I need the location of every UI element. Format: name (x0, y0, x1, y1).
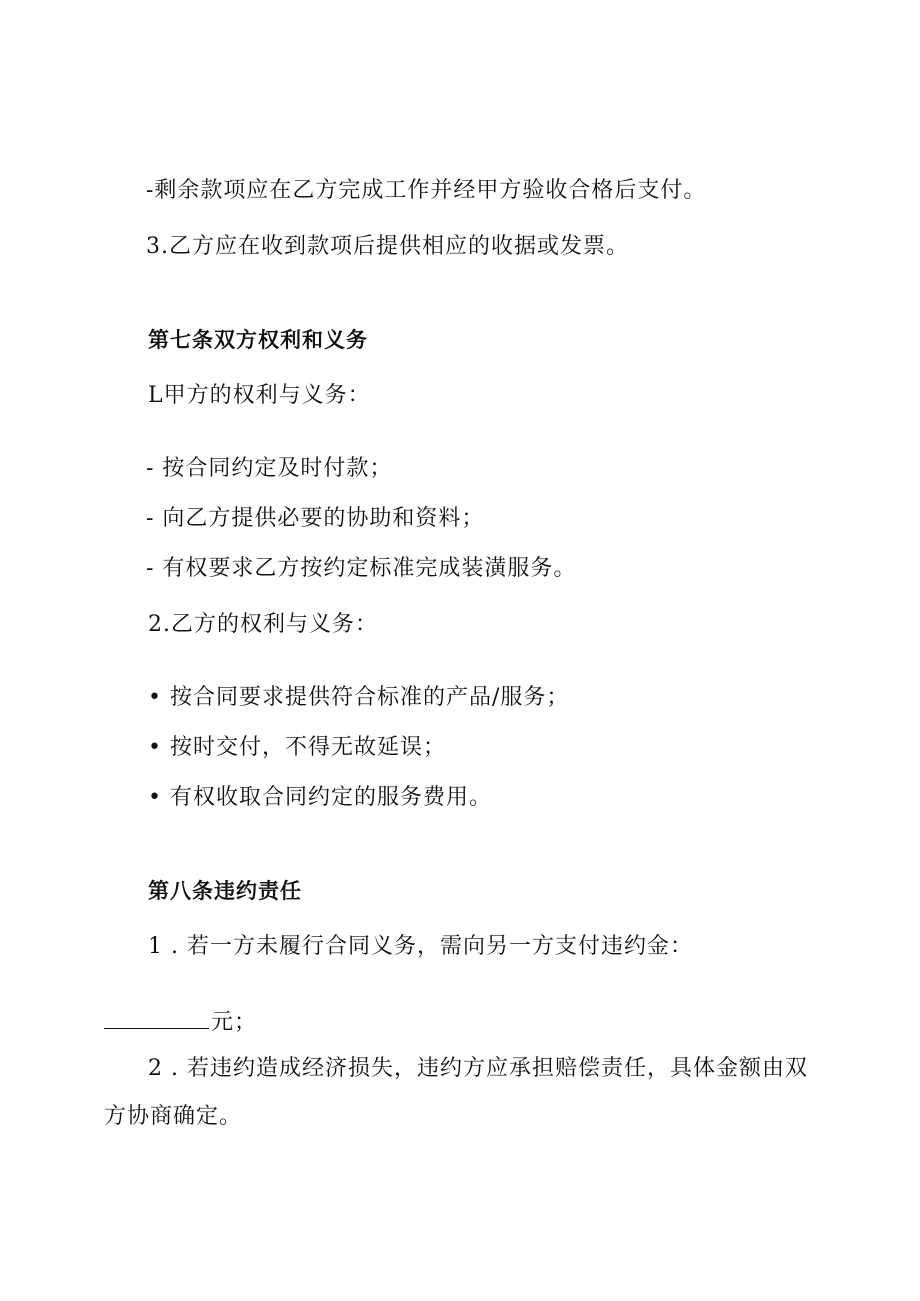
damages-clause-line1: 2 . 若违约造成经济损失，违约方应承担赔偿责任，具体金额由双 (148, 1056, 808, 1081)
section7-heading: 第七条双方权利和义务 (148, 328, 368, 352)
damages-clause-line2: 方协商确定。 (104, 1104, 243, 1129)
section8-heading: 第八条违约责任 (148, 879, 302, 903)
partyB-title: 2.乙方的权利与义务： (148, 612, 378, 637)
partyB-item: • 按合同要求提供符合标准的产品/服务； (148, 685, 570, 710)
partyA-title: L甲方的权利与义务： (148, 383, 371, 408)
partyA-item: - 向乙方提供必要的协助和资料； (146, 506, 485, 531)
payment-remaining-clause: -剩余款项应在乙方完成工作并经甲方验收合格后支付。 (146, 178, 707, 203)
penalty-amount-line (104, 1006, 257, 1038)
partyA-item: - 按合同约定及时付款； (146, 456, 393, 481)
partyB-item: • 有权收取合同约定的服务费用。 (148, 785, 492, 810)
penalty-amount-blank (104, 1006, 209, 1029)
partyA-item: - 有权要求乙方按约定标准完成装潢服务。 (146, 556, 577, 581)
receipt-clause: 3.乙方应在收到款项后提供相应的收据或发票。 (146, 234, 629, 259)
penalty-unit: 元； (211, 1010, 258, 1035)
partyB-item: • 按时交付，不得无故延误； (148, 735, 446, 760)
penalty-clause: 1 . 若一方未履行合同义务，需向另一方支付违约金： (148, 934, 693, 959)
